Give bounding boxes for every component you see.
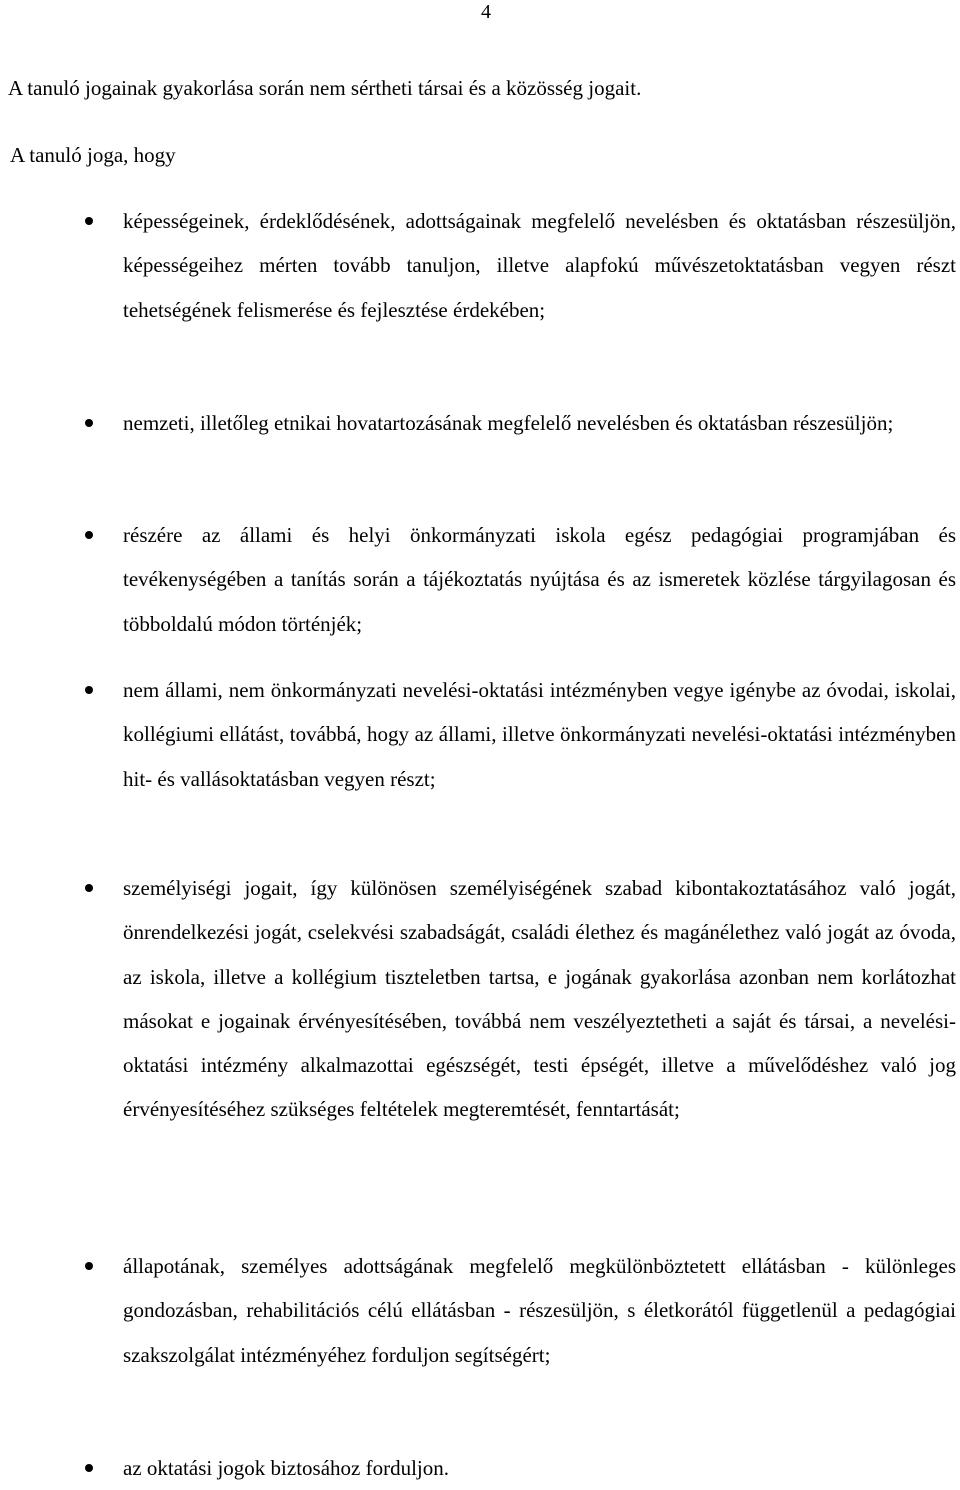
bullet-icon bbox=[85, 1262, 93, 1270]
list-item bbox=[123, 199, 956, 332]
list-item bbox=[123, 668, 956, 801]
list-item bbox=[123, 866, 956, 1132]
bullet-icon bbox=[85, 531, 93, 539]
intro-sentence: A tanuló jogainak gyakorlása során nem sértheti társai és a közösség jogait. bbox=[8, 76, 642, 100]
list-item bbox=[123, 1446, 956, 1490]
list-item bbox=[123, 513, 956, 646]
list-item-text: nem állami, nem önkormányzati nevelési-oktatási intézményben vegye igénybe az óvodai, iskolai, kollégiumi ellátást, továbbá, hogy az állami, illetve önkormányzati nevelési-oktatási intézményben hit- és vallásoktatásban vegyen részt; bbox=[123, 678, 956, 791]
intro-lead-in: A tanuló joga, hogy bbox=[10, 143, 176, 167]
list-item bbox=[123, 401, 956, 445]
bullet-icon bbox=[85, 686, 93, 694]
list-item-text: személyiségi jogait, így különösen személyiségének szabad kibontakoztatásához való jogát, önrendelkezési jogát, cselekvési szabadságát, családi élethez és magánélethez való jogát az óvoda, az iskola, illetve a kollégium tiszteletben tartsa, e jogának gyakorlása azonban nem korlátozhat másokat e jogainak érvényesítésében, továbbá nem veszélyeztetheti a saját és társai, a nevelési-oktatási intézmény alkalmazottai egészségét, testi épségét, illetve a művelődéshez való jog érvényesítéséhez szükséges feltételek megteremtését, fenntartását; bbox=[123, 876, 956, 1122]
bullet-icon bbox=[85, 217, 93, 225]
list-item-text: állapotának, személyes adottságának megfelelő megkülönböztetett ellátásban - különleges gondozásban, rehabilitációs célú ellátásban - részesüljön, s életkorától függetlenül a pedagógiai szakszolgálat intézményéhez forduljon segítségért; bbox=[123, 1254, 956, 1367]
list-item-text: képességeinek, érdeklődésének, adottságainak megfelelő nevelésben és oktatásban részesüljön, képességeihez mérten tovább tanuljon, illetve alapfokú művészetoktatásban vegyen részt tehetségének felismerése és fejlesztése érdekében; bbox=[123, 209, 956, 322]
bullet-icon bbox=[85, 884, 93, 892]
bullet-icon bbox=[85, 1464, 93, 1472]
bullet-icon bbox=[85, 419, 93, 427]
page-number: 4 bbox=[481, 1, 491, 23]
list-item-text: részére az állami és helyi önkormányzati iskola egész pedagógiai programjában és tevékenységében a tanítás során a tájékoztatás nyújtása és az ismeretek közlése tárgyilagosan és többoldalú módon történjék; bbox=[123, 523, 956, 636]
list-item-text: az oktatási jogok biztosához forduljon. bbox=[123, 1456, 450, 1480]
list-item-text: nemzeti, illetőleg etnikai hovatartozásának megfelelő nevelésben és oktatásban részesüljön; bbox=[123, 411, 894, 435]
list-item bbox=[123, 1244, 956, 1377]
